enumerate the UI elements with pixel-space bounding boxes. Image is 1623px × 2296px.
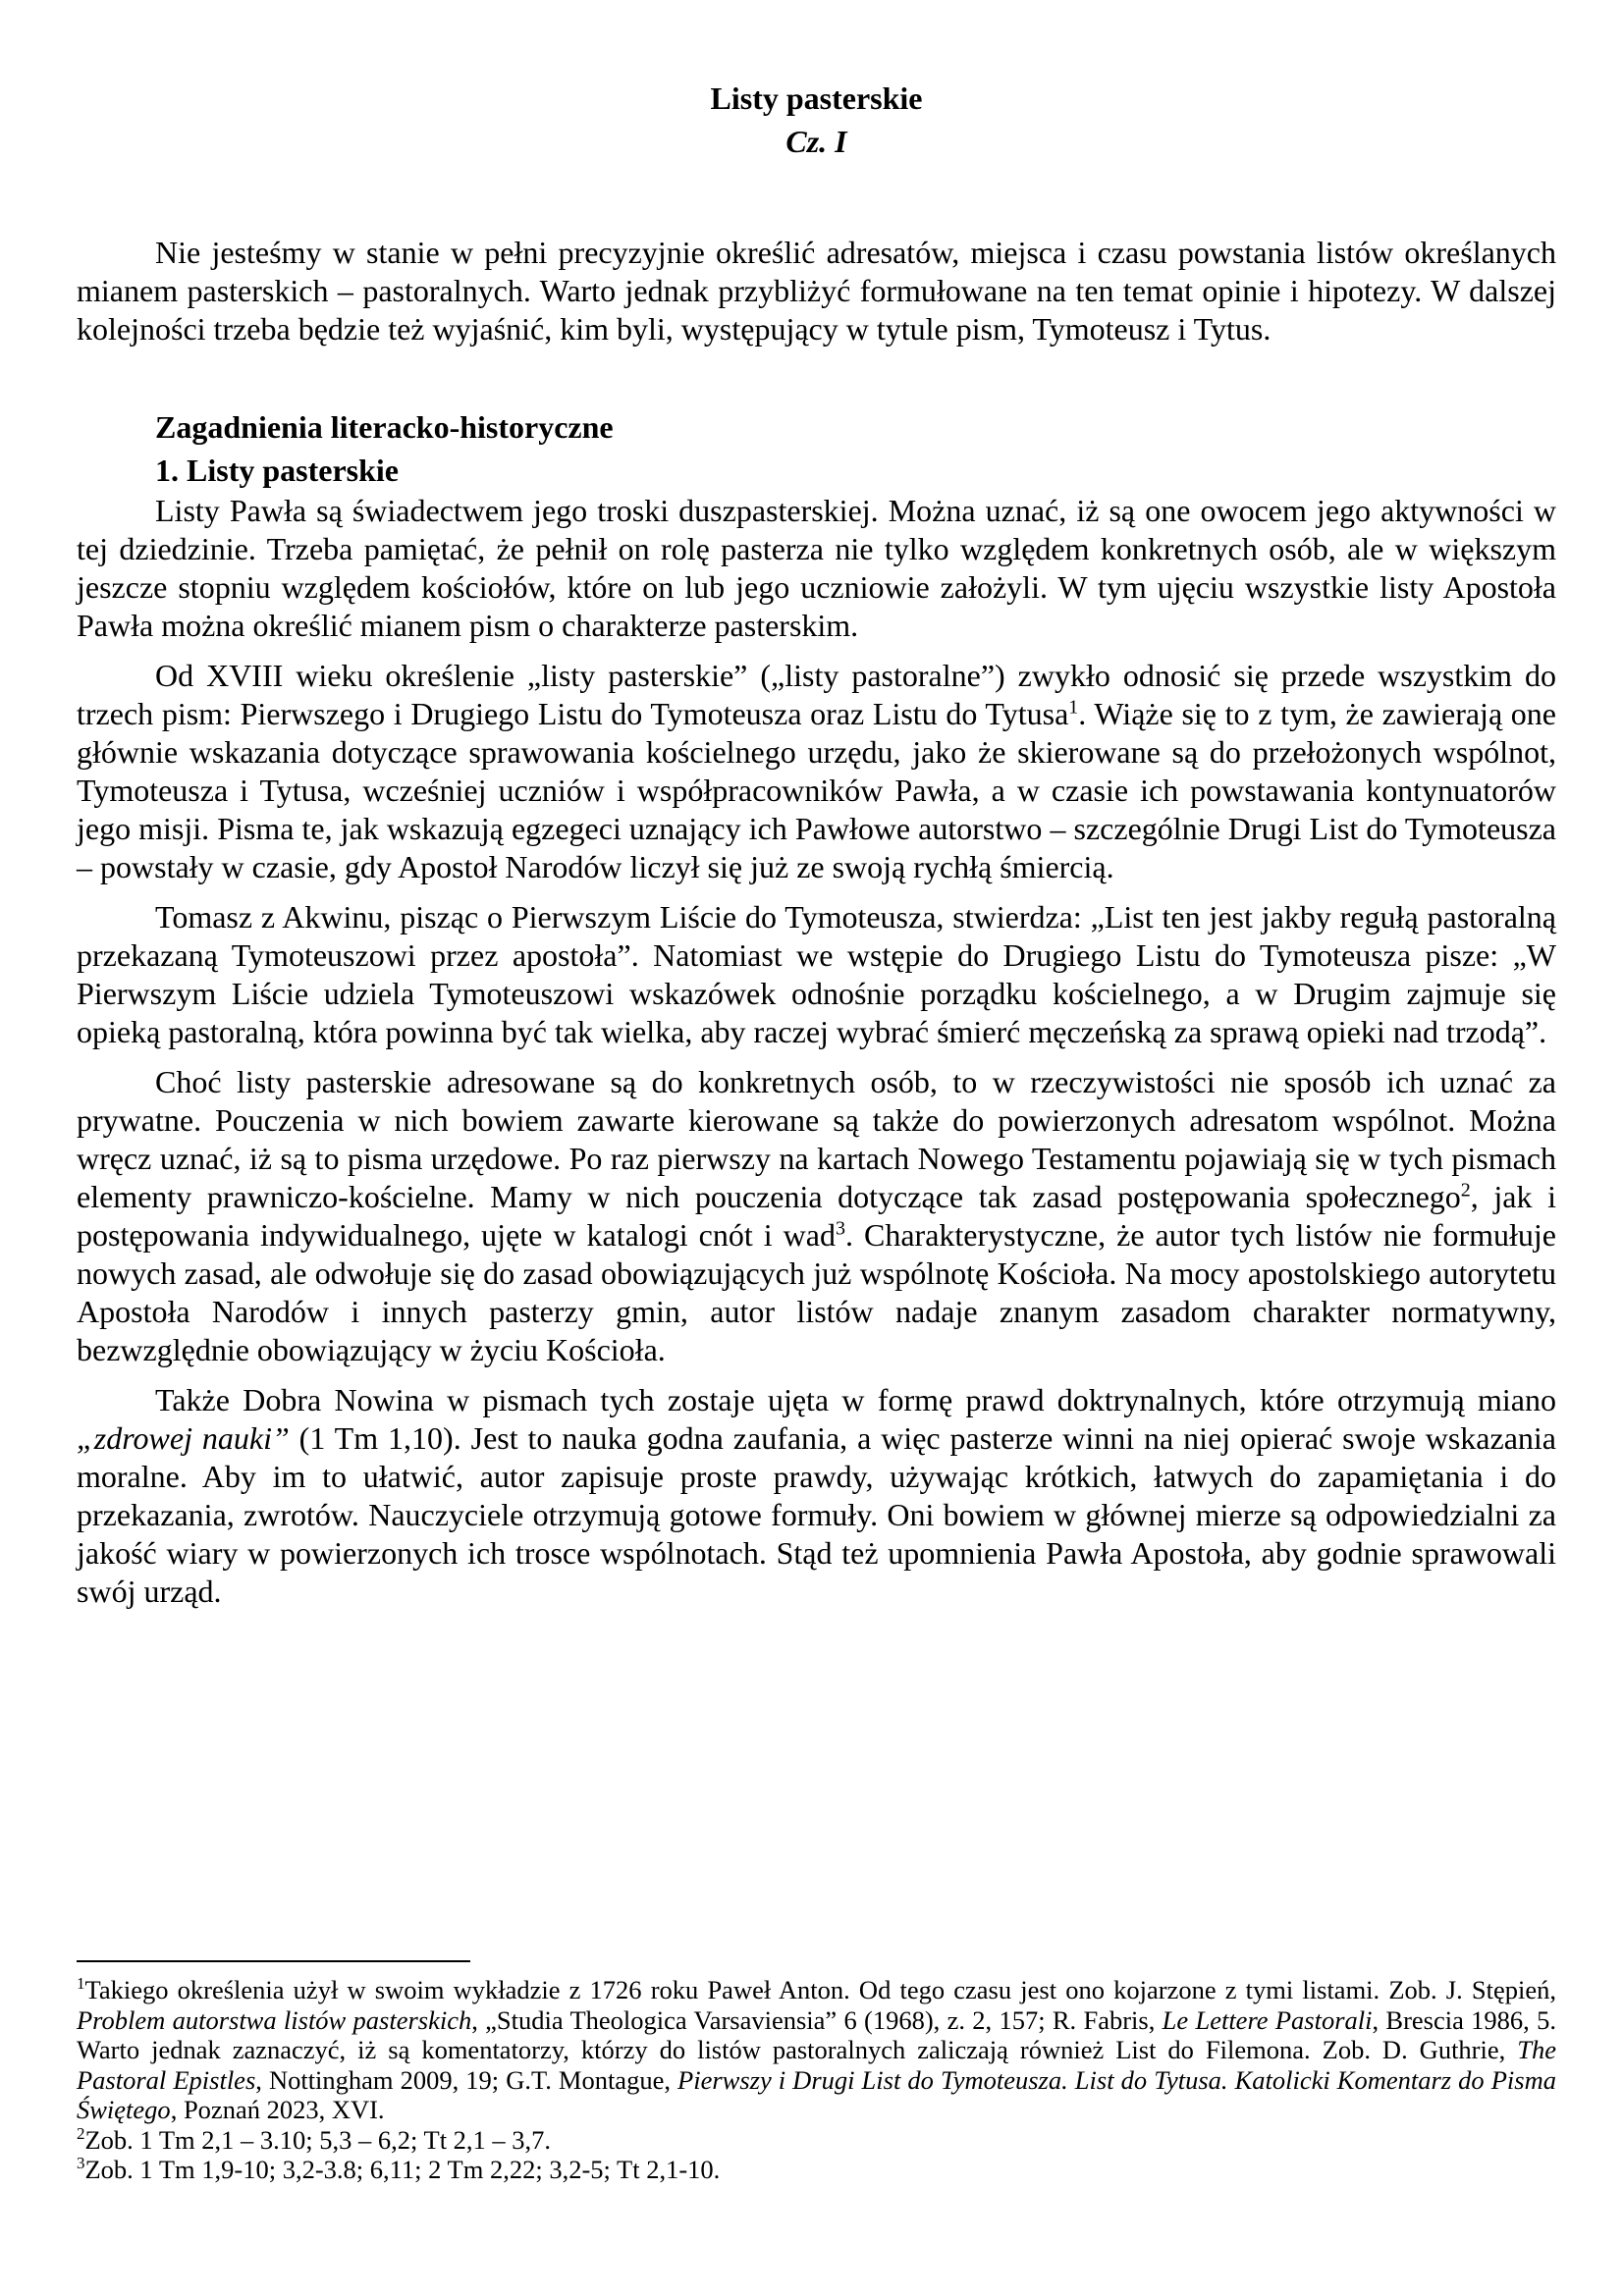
footnote-text: Takiego określenia użył w swoim wykładzie z 1726 roku Paweł Anton. Od tego czasu jest ono kojarzone z tymi listami. Zob. J. Stępień,	[84, 1975, 1556, 2004]
footnote-text: Zob. 1 Tm 1,9-10; 3,2-3.8; 6,11; 2 Tm 2,22; 3,2-5; Tt 2,1-10.	[84, 2155, 721, 2184]
document-title: Listy pasterskie	[710, 80, 923, 116]
paragraph-text: , jak i postępowania indywidualnego, ujęte w katalogi cnót i wad	[77, 1179, 1557, 1253]
paragraph-text: Choć listy pasterskie adresowane są do konkretnych osób, to w rzeczywistości nie sposób ich uznać za prywatne. Pouczenia w nich bowiem zawarte kierowane są także do powierzonych adresatom wspólnot. Można wręcz uznać, iż są to pisma urzędowe. Po raz pierwszy na kartach Nowego Testamentu pojawiają się w tych pismach elementy prawniczo-kościelne. Mamy w nich pouczenia dotyczące tak zasad postępowania społecznego	[77, 1064, 1556, 1214]
body-paragraph-1: Listy Pawła są świadectwem jego troski duszpasterskiej. Można uznać, iż są one owocem jego aktywności w tej dziedzinie. Trzeba pamiętać, że pełnił on rolę pasterza nie tylko względem konkretnych osób, ale w większym jeszcze stopniu względem kościołów, które on lub jego uczniowie założyli. W tym ujęciu wszystkie listy Apostoła Pawła można określić mianem pism o charakterze pasterskim.	[77, 493, 1556, 643]
footnote-italic-title: Problem autorstwa listów pasterskich	[77, 2004, 472, 2035]
footnote-number: 1	[77, 1974, 85, 1994]
footnote-italic-title: Le Lettere Pastorali	[1162, 2004, 1373, 2035]
body-paragraph-5	[77, 1381, 1556, 1611]
paragraph-text: Także Dobra Nowina w pismach tych zostaje ujęta w formę prawd doktrynalnych, które otrzymują miano	[155, 1382, 1556, 1417]
footnote-ref-1[interactable]: 1	[1068, 696, 1079, 719]
footnote-text: , Brescia 1986, 5. Warto jednak zaznaczyć, iż są komentatorzy, którzy do listów pastoralnych zaliczają również List do Filemona. Zob. D. Guthrie,	[77, 2004, 1556, 2064]
footnote-1	[77, 1975, 1556, 2125]
paragraph-text: Od XVIII wieku określenie „listy pasterskie” („listy pastoralne”) zwykło odnosić się przede wszystkim do trzech pism: Pierwszego i Drugiego Listu do Tymoteusza oraz Listu do Tytusa	[77, 658, 1556, 731]
footnote-3	[77, 2155, 1556, 2185]
body-paragraph-3: Tomasz z Akwinu, pisząc o Pierwszym Liście do Tymoteusza, stwierdza: „List ten jest jakby regułą pastoralną przekazaną Tymoteuszowi przez apostoła”. Natomiast we wstępie do Drugiego Listu do Tymoteusza pisze: „W Pierwszym Liście udziela Tymoteuszowi wskazówek odnośnie porządku kościelnego, a w Drugim zajmuje się opieką pastoralną, która powinna być tak wielka, aby raczej wybrać śmierć męczeńską za sprawą opieki nad trzodą”.	[77, 899, 1556, 1049]
document-subtitle: Cz. I	[785, 124, 847, 159]
italic-quote: „zdrowej nauki”	[77, 1420, 290, 1456]
footnote-text: , „Studia Theologica Varsaviensia” 6 (1968), z. 2, 157; R. Fabris,	[471, 2004, 1163, 2035]
footnote-text: , Nottingham 2009, 19; G.T. Montague,	[255, 2064, 678, 2095]
footnote-italic-title: Pierwszy i Drugi List do Tymoteusza. List do Tytusa. Katolicki Komentarz do Pisma Świętego	[77, 2064, 1556, 2124]
section-heading: Zagadnienia literacko-historyczne	[155, 409, 614, 445]
footnote-ref-3[interactable]: 3	[835, 1217, 845, 1240]
footnote-text: Zob. 1 Tm 2,1 – 3.10; 5,3 – 6,2; Tt 2,1 – 3,7.	[84, 2124, 552, 2155]
subsection-heading: 1. Listy pasterskie	[155, 453, 399, 488]
footnotes	[77, 1975, 1556, 2185]
body-paragraph-4	[77, 1063, 1556, 1369]
footnote-2	[77, 2125, 1556, 2156]
intro-paragraph: Nie jesteśmy w stanie w pełni precyzyjnie określić adresatów, miejsca i czasu powstania listów określanych mianem pasterskich – pastoralnych. Warto jednak przybliżyć formułowane na ten temat opinie i hipotezy. W dalszej kolejności trzeba będzie też wyjaśnić, kim byli, występujący w tytule pism, Tymoteusz i Tytus.	[77, 235, 1556, 347]
footnote-text: , Poznań 2023, XVI.	[170, 2095, 385, 2124]
footnote-number: 2	[77, 2123, 85, 2143]
paragraph-text: . Wiąże się to z tym, że zawierają one głównie wskazania dotyczące sprawowania kościelnego urzędu, jako że skierowane są do przełożonych wspólnot, Tymoteusza i Tytusa, wcześniej uczniów i współpracowników Pawła, a w czasie ich powstawania kontynuatorów jego misji. Pisma te, jak wskazują egzegeci uznający ich Pawłowe autorstwo – szczególnie Drugi List do Tymoteusza – powstały w czasie, gdy Apostoł Narodów liczył się już ze swoją rychłą śmiercią.	[77, 696, 1557, 884]
footnote-italic-title: The Pastoral Epistles	[77, 2035, 1556, 2095]
footnote-separator	[77, 1960, 470, 1962]
document-page	[77, 77, 1556, 1611]
paragraph-text: . Charakterystyczne, że autor tych listów nie formułuje nowych zasad, ale odwołuje się do zasad obowiązujących już wspólnotę Kościoła. Na mocy apostolskiego autorytetu Apostoła Narodów i innych pasterzy gmin, autor listów nadaje znanym zasadom charakter normatywny, bezwzględnie obowiązujący w życiu Kościoła.	[77, 1217, 1557, 1367]
paragraph-text: (1 Tm 1,10). Jest to nauka godna zaufania, a więc pasterze winni na niej opierać swoje wskazania moralne. Aby im to ułatwić, autor zapisuje proste prawdy, używając krótkich, łatwych do zapamiętania i do przekazania, zwrotów. Nauczyciele otrzymują gotowe formuły. Oni bowiem w głównej mierze są odpowiedzialni za jakość wiary w powierzonych ich trosce wspólnotach. Stąd też upomnienia Pawła Apostoła, aby godnie sprawowali swój urząd.	[77, 1420, 1557, 1609]
footnote-ref-2[interactable]: 2	[1460, 1179, 1471, 1201]
footnote-number: 3	[77, 2154, 85, 2173]
body-paragraph-2	[77, 657, 1556, 886]
